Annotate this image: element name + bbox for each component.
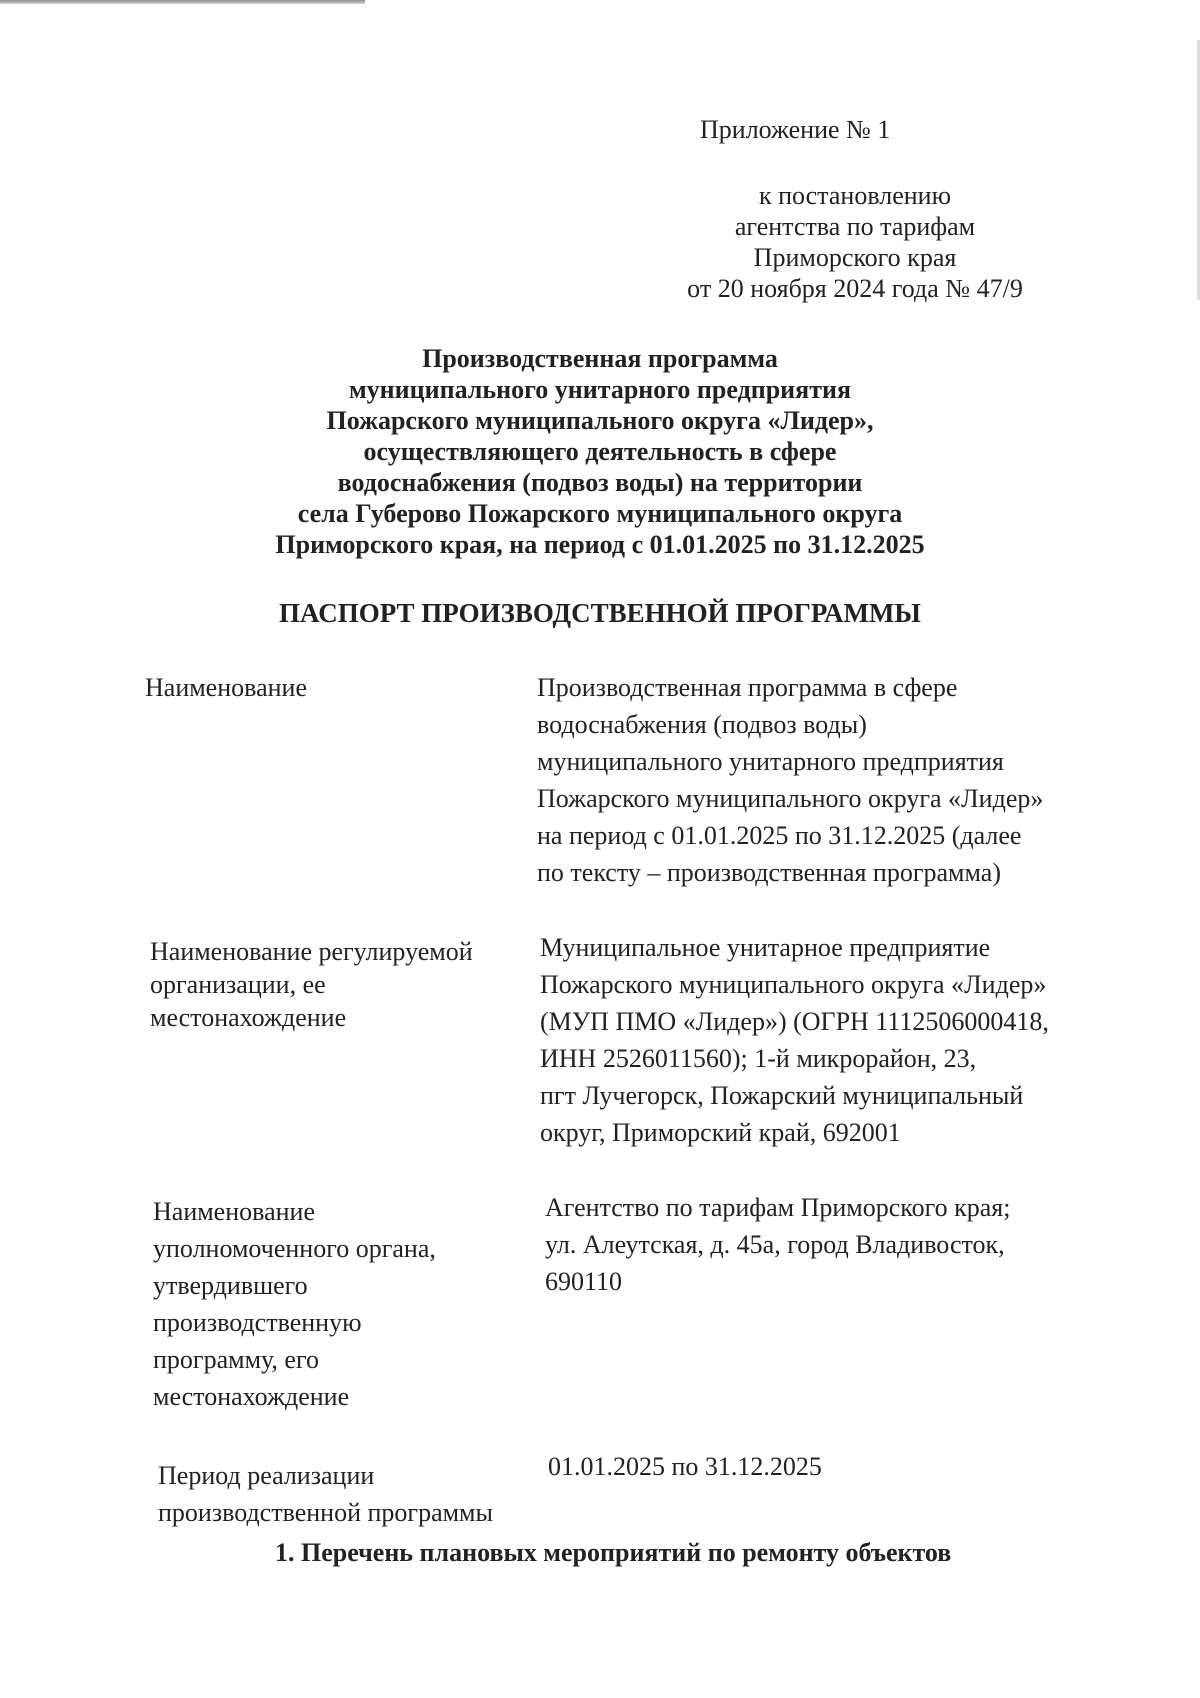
passport-label: Наименование bbox=[145, 673, 307, 702]
appendix-number: Приложение № 1 bbox=[700, 115, 891, 144]
title-line: Пожарского муниципального округа «Лидер», bbox=[326, 406, 874, 435]
passport-value-line: ИНН 2526011560); 1-й микрорайон, 23, bbox=[540, 1044, 977, 1073]
passport-value-line: муниципального унитарного предприятия bbox=[537, 747, 1004, 776]
passport-label: уполномоченного органа, bbox=[153, 1234, 436, 1263]
section-heading: 1. Перечень плановых мероприятий по ремонту объектов bbox=[275, 1538, 952, 1567]
passport-label: местонахождение bbox=[153, 1382, 350, 1411]
passport-label: производственной программы bbox=[158, 1498, 493, 1527]
passport-value-line: Пожарского муниципального округа «Лидер» bbox=[537, 784, 1044, 813]
passport-label: Наименование bbox=[153, 1197, 315, 1226]
passport-label: утвердившего bbox=[153, 1271, 308, 1300]
passport-value-line: (МУП ПМО «Лидер») (ОГРН 1112506000418, bbox=[540, 1007, 1049, 1036]
passport-value-line: ул. Алеутская, д. 45а, город Владивосток, bbox=[545, 1230, 1005, 1259]
passport-label: производственную bbox=[153, 1308, 362, 1337]
appendix-ref-line: агентства по тарифам bbox=[734, 212, 976, 241]
passport-label: местонахождение bbox=[150, 1003, 347, 1032]
passport-value-line: округ, Приморский край, 692001 bbox=[540, 1118, 901, 1147]
passport-value-line: Производственная программа в сфере bbox=[537, 673, 958, 702]
title-line: водоснабжения (подвоз воды) на территории bbox=[337, 468, 863, 497]
passport-label: программу, его bbox=[153, 1345, 319, 1374]
appendix-ref-line: от 20 ноября 2024 года № 47/9 bbox=[687, 274, 1023, 303]
passport-value-line: на период с 01.01.2025 по 31.12.2025 (далее bbox=[537, 821, 1022, 850]
passport-value-line: 690110 bbox=[545, 1267, 623, 1296]
passport-value-line: водоснабжения (подвоз воды) bbox=[537, 710, 867, 739]
title-line: Приморского края, на период с 01.01.2025 по 31.12.2025 bbox=[275, 530, 925, 559]
passport-label: организации, ее bbox=[150, 970, 326, 999]
passport-heading: ПАСПОРТ ПРОИЗВОДСТВЕННОЙ ПРОГРАММЫ bbox=[279, 598, 921, 628]
passport-value-line: Муниципальное унитарное предприятие bbox=[540, 933, 991, 962]
passport-value-line: 01.01.2025 по 31.12.2025 bbox=[548, 1452, 822, 1481]
passport-value-line: Агентство по тарифам Приморского края; bbox=[545, 1193, 1011, 1222]
appendix-ref-line: Приморского края bbox=[753, 243, 957, 272]
appendix-ref-line: к постановлению bbox=[758, 181, 952, 210]
passport-label: Наименование регулируемой bbox=[150, 937, 473, 966]
passport-value-line: по тексту – производственная программа) bbox=[537, 858, 1001, 887]
title-line: осуществляющего деятельность в сфере bbox=[363, 437, 837, 466]
title-line: села Губерово Пожарского муниципального округа bbox=[297, 499, 903, 528]
title-line: муниципального унитарного предприятия bbox=[348, 375, 852, 404]
passport-label: Период реализации bbox=[158, 1461, 375, 1490]
passport-value-line: пгт Лучегорск, Пожарский муниципальный bbox=[540, 1081, 1024, 1110]
title-line: Производственная программа bbox=[422, 344, 778, 373]
scan-edge-top bbox=[0, 0, 365, 4]
passport-value-line: Пожарского муниципального округа «Лидер» bbox=[540, 970, 1047, 999]
